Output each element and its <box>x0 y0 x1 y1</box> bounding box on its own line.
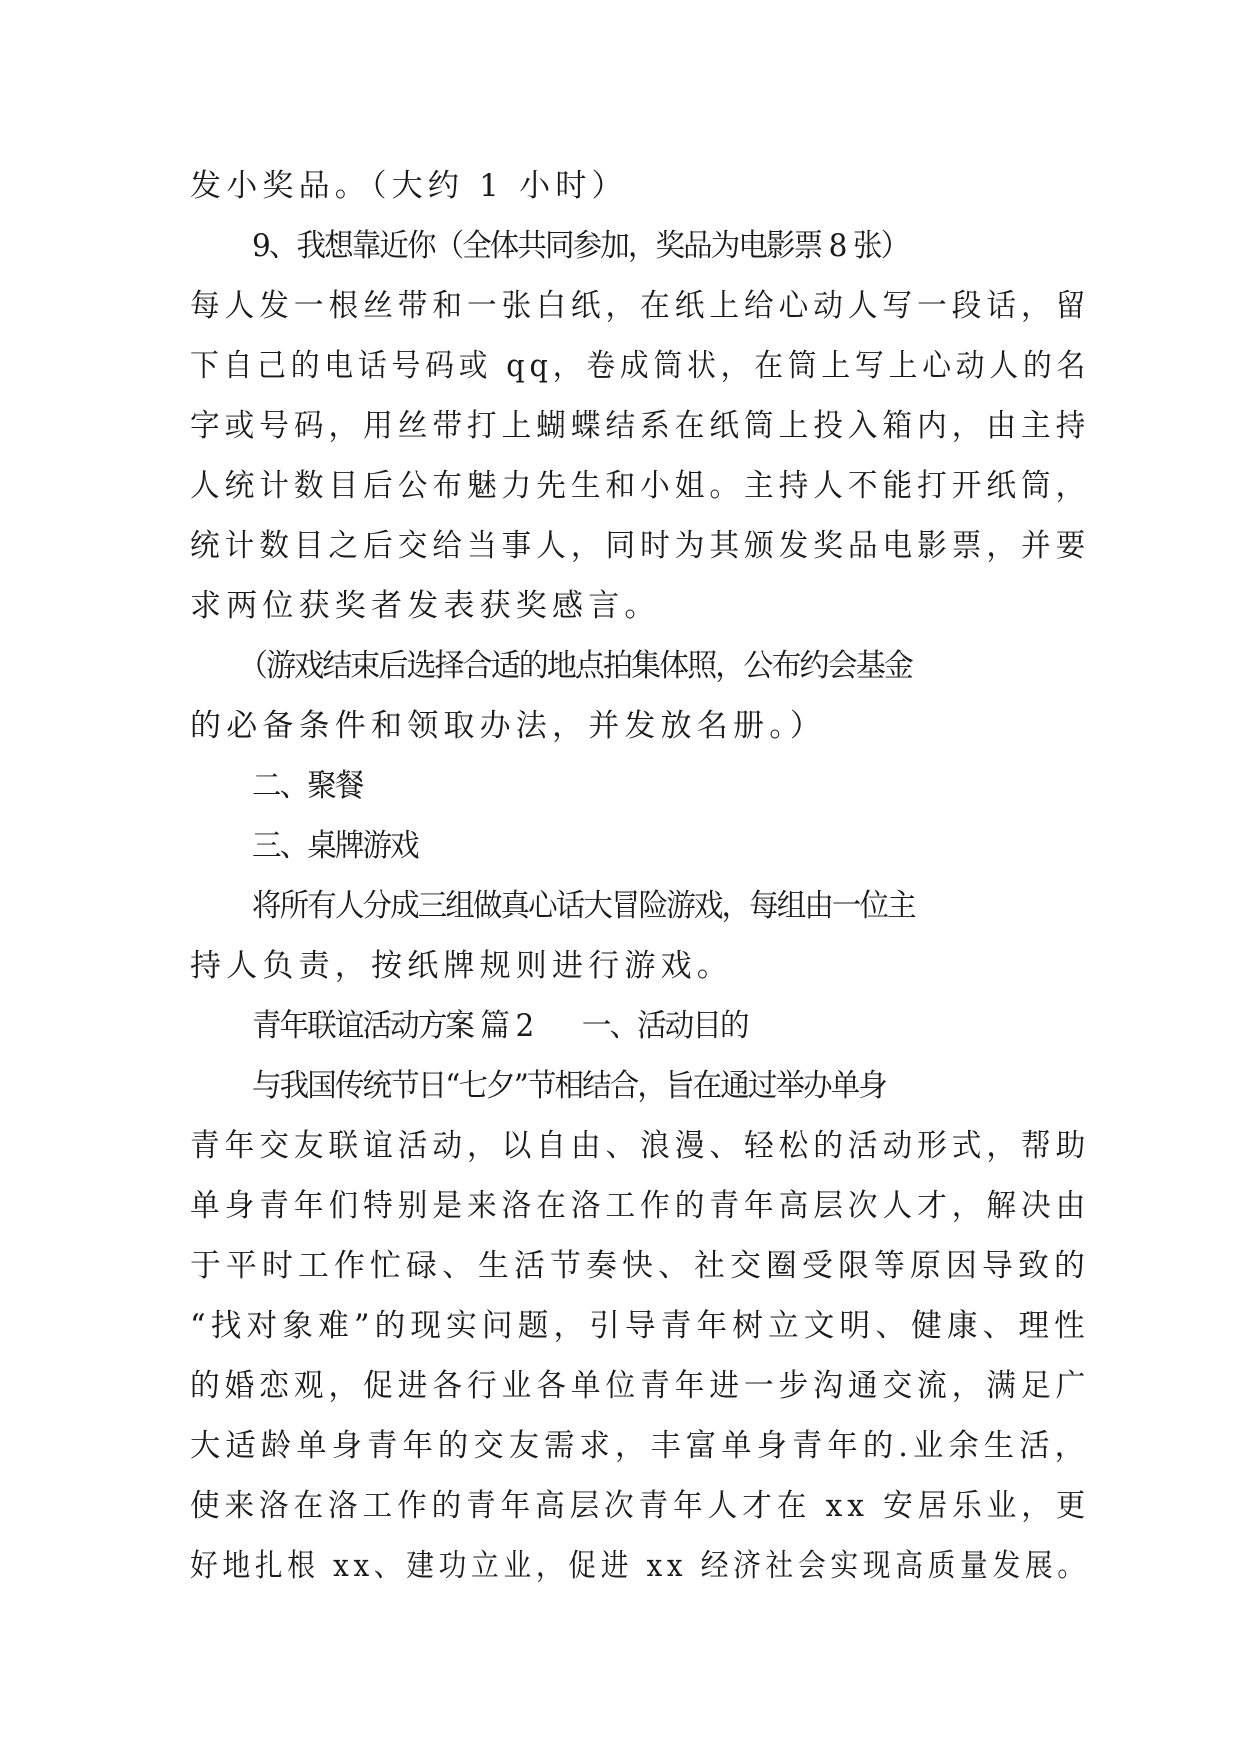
text-line: 求两位获奖者发表获奖感言。 <box>190 588 661 624</box>
text-line: 使来洛在洛工作的青年高层次青年人才在 xx 安居乐业，更 <box>190 1488 1091 1524</box>
article-title: 青年联谊活动方案 篇 2 <box>252 1008 533 1044</box>
text-line: 下自己的电话号码或 qq，卷成筒状，在筒上写上心动人的名 <box>190 348 1091 384</box>
text-line: 大适龄单身青年的交友需求，丰富单身青年的.业余生活， <box>190 1428 1091 1464</box>
section-heading: 一、活动目的 <box>581 1008 748 1044</box>
text-line: （游戏结束后选择合适的地点拍集体照，公布约会基金 <box>238 648 912 684</box>
text-line: 单身青年们特别是来洛在洛工作的青年高层次人才，解决由 <box>190 1188 1091 1224</box>
text-line: 与我国传统节日“七夕”节相结合，旨在通过举办单身 <box>252 1068 886 1104</box>
text-line: 字或号码，用丝带打上蝴蝶结系在纸筒上投入箱内，由主持 <box>190 408 1091 444</box>
text-line: 于平时工作忙碌、生活节奏快、社交圈受限等原因导致的 <box>190 1248 1090 1284</box>
section-heading: 三、桌牌游戏 <box>252 828 418 864</box>
text-line: 发小奖品。（大约 1 小时） <box>190 168 628 204</box>
text-line: 人统计数目后公布魅力先生和小姐。主持人不能打开纸筒， <box>190 468 1091 504</box>
text-line: 的婚恋观，促进各行业各单位青年进一步沟通交流，满足广 <box>190 1368 1091 1404</box>
text-line: 9、我想靠近你（全体共同参加，奖品为电影票 8 张） <box>252 228 909 264</box>
text-line: 持人负责，按纸牌规则进行游戏。 <box>190 948 733 984</box>
text-line: 将所有人分成三组做真心话大冒险游戏，每组由一位主 <box>252 888 915 924</box>
section-heading: 二、聚餐 <box>252 768 363 804</box>
text-line: “找对象难”的现实问题，引导青年树立文明、健康、理性 <box>190 1308 1090 1344</box>
text-line: 的必备条件和领取办法，并发放名册。） <box>190 708 827 744</box>
text-line: 好地扎根 xx、建功立业，促进 xx 经济社会实现高质量发展。 <box>190 1548 1090 1584</box>
text-line: 统计数目之后交给当事人，同时为其颁发奖品电影票，并要 <box>190 528 1091 564</box>
text-line: 青年交友联谊活动，以自由、浪漫、轻松的活动形式，帮助 <box>190 1128 1091 1164</box>
text-line: 每人发一根丝带和一张白纸，在纸上给心动人写一段话，留 <box>190 288 1091 324</box>
article-heading <box>252 1006 1090 1046</box>
